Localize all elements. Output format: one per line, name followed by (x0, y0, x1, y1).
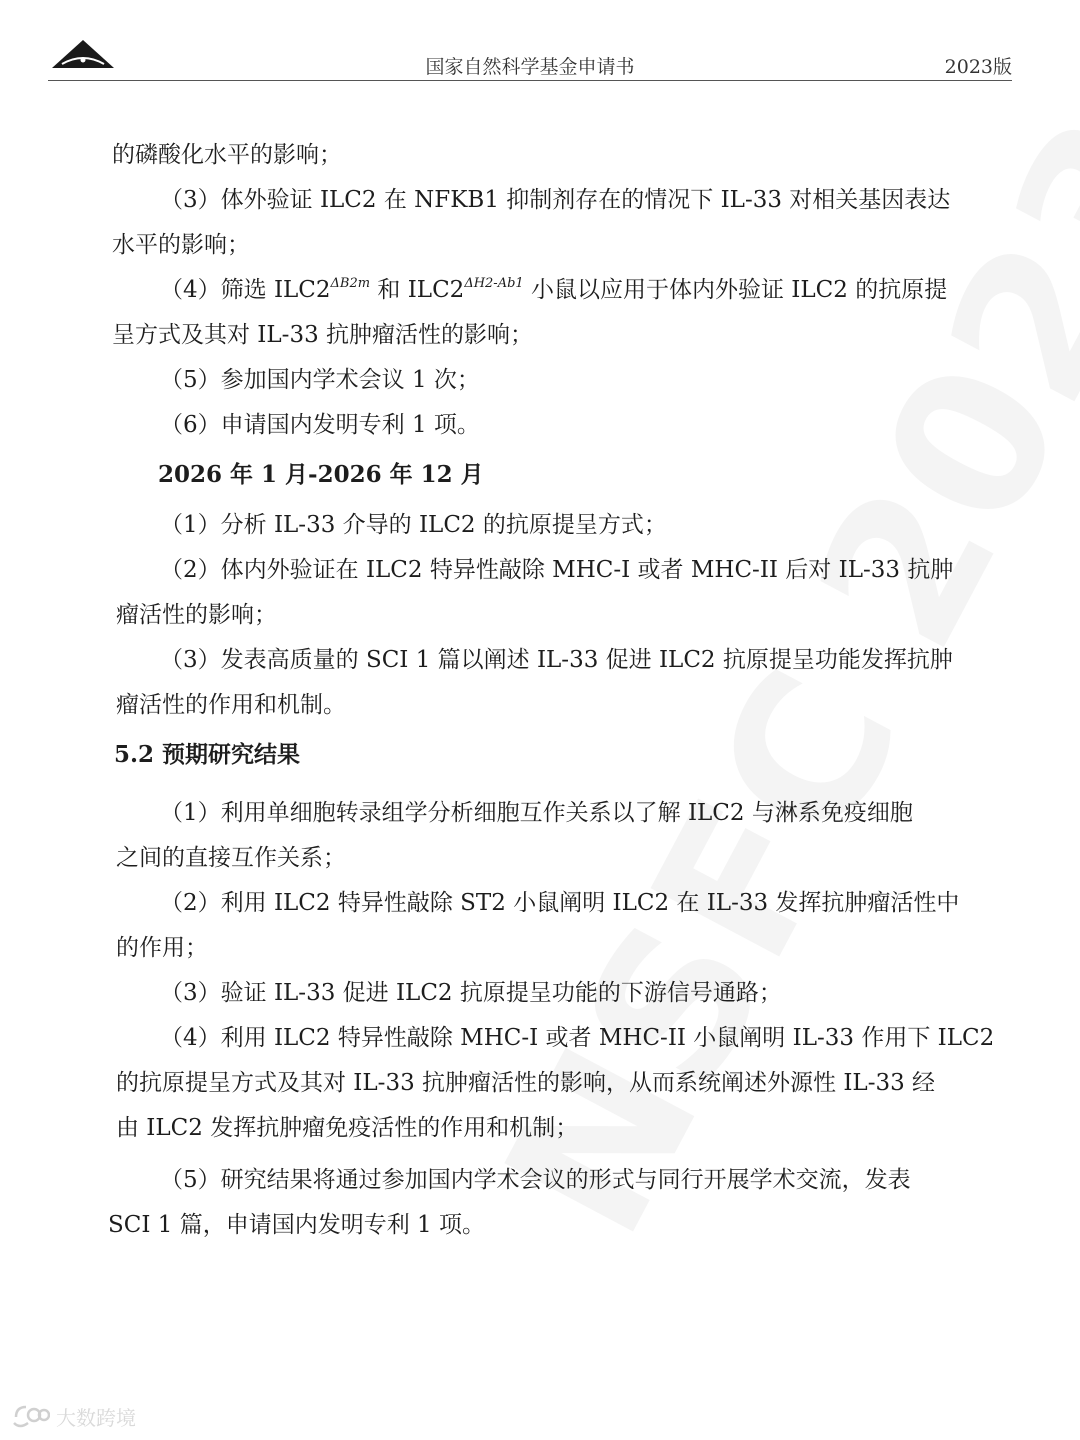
text-line: （4）利用 ILC2 特异性敲除 MHC-I 或者 MHC-II 小鼠阐明 IL-33 作用下 ILC2 (160, 1025, 995, 1051)
text-line: 瘤活性的作用和机制。 (116, 692, 346, 718)
page-header (0, 0, 1080, 90)
text-line: 的磷酸化水平的影响； (112, 142, 342, 168)
text-line: （5）研究结果将通过参加国内学术会议的形式与同行开展学术交流，发表 (160, 1167, 911, 1193)
text-line: 呈方式及其对 IL-33 抗肿瘤活性的影响； (112, 322, 534, 348)
text-line: （1）分析 IL-33 介导的 ILC2 的抗原提呈方式； (160, 512, 667, 538)
text-line: 水平的影响； (112, 232, 250, 258)
corner-watermark-text: 大数跨境 (56, 1406, 136, 1430)
period-heading: 2026 年 1 月-2026 年 12 月 (158, 461, 484, 488)
text-line: 由 ILC2 发挥抗肿瘤免疫活性的作用和机制； (116, 1115, 579, 1141)
text-line: （3）验证 IL-33 促进 ILC2 抗原提呈功能的下游信号通路； (160, 980, 782, 1006)
text-segment: 小鼠以应用于体内外验证 ILC2 的抗原提 (523, 277, 948, 303)
text-line (160, 275, 947, 305)
text-line: 之间的直接互作关系； (116, 845, 346, 871)
section-heading: 5.2 预期研究结果 (114, 741, 301, 768)
text-line: 的抗原提呈方式及其对 IL-33 抗肿瘤活性的影响，从而系统阐述外源性 IL-33 经 (116, 1070, 936, 1096)
text-segment: 和 ILC2 (370, 277, 465, 303)
superscript: ΔB2m (330, 276, 371, 291)
nsfc-logo-icon (50, 38, 116, 72)
text-line: 的作用； (116, 935, 208, 961)
text-line: 瘤活性的影响； (116, 602, 277, 628)
text-line: （3）体外验证 ILC2 在 NFKB1 抑制剂存在的情况下 IL-33 对相关基因表达 (160, 187, 951, 213)
superscript: ΔH2-Ab1 (464, 276, 524, 291)
text-line: SCI 1 篇，申请国内发明专利 1 项。 (108, 1212, 485, 1238)
text-line: （6）申请国内发明专利 1 项。 (160, 412, 480, 438)
text-line: （5）参加国内学术会议 1 次； (160, 367, 480, 393)
brand-watermark-icon (10, 1403, 50, 1431)
text-line: （2）利用 ILC2 特异性敲除 ST2 小鼠阐明 ILC2 在 IL-33 发挥抗肿瘤活性中 (160, 890, 960, 916)
text-segment: （4）筛选 ILC2 (160, 277, 331, 303)
corner-watermark (10, 1402, 136, 1431)
header-divider (48, 80, 1012, 81)
text-line: （1）利用单细胞转录组学分析细胞互作关系以了解 ILC2 与淋系免疫细胞 (160, 800, 913, 826)
header-edition: 2023版 (944, 56, 1012, 78)
text-line: （2）体内外验证在 ILC2 特异性敲除 MHC-I 或者 MHC-II 后对 IL-33 抗肿 (160, 557, 954, 583)
text-line: （3）发表高质量的 SCI 1 篇以阐述 IL-33 促进 ILC2 抗原提呈功能发挥抗肿 (160, 647, 953, 673)
header-title: 国家自然科学基金申请书 (425, 56, 635, 78)
